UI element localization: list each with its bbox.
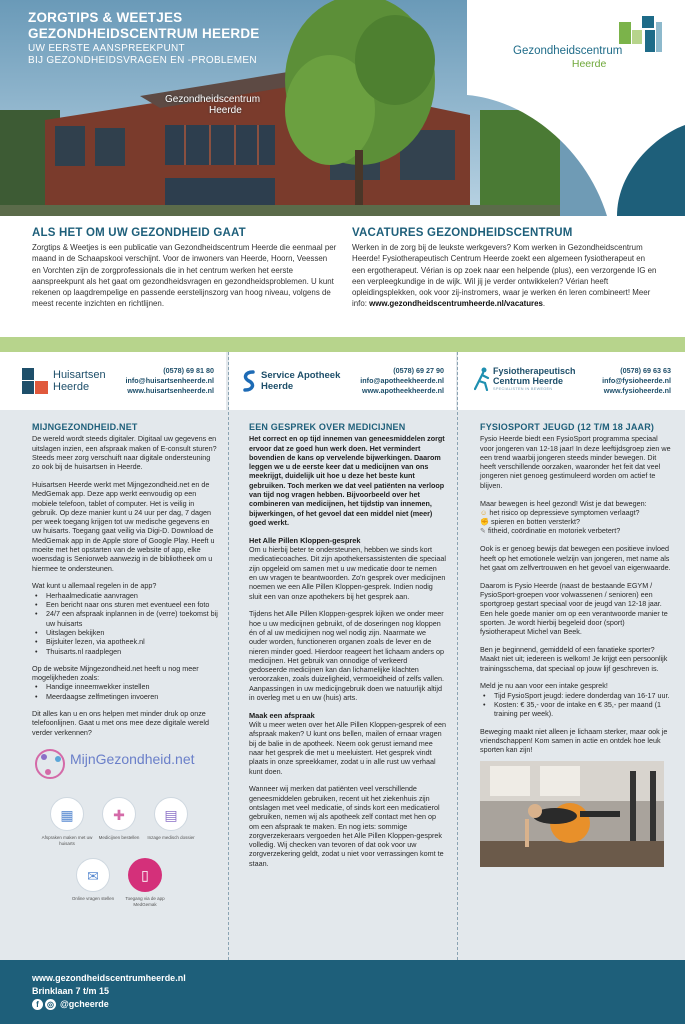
huisartsen-name-l1: Huisartsen [53, 369, 106, 381]
huisartsen-list2 [32, 682, 218, 701]
instagram-icon[interactable]: ◎ [45, 999, 56, 1010]
apotheek-logo [241, 370, 340, 392]
icon-label: Inzage medisch dossier [147, 835, 195, 841]
intro-right-text [352, 242, 657, 309]
intro-section [0, 216, 685, 336]
fysio-runner-icon [474, 367, 490, 391]
footer-website[interactable]: www.gezondheidscentrumheerde.nl [32, 973, 186, 983]
subtitle-line2: BIJ GEZONDHEIDSVRAGEN EN -PROBLEMEN [28, 54, 257, 66]
fysio-list [480, 691, 671, 719]
vacatures-text: Werken in de zorg bij de leukste werkgevers? Kom werken in Gezondheidscentrum Heerde! Fysiotherapeutisch Centrum Heerde zoekt een algemeen fysiotherapeut en een ergotherapeut. Vérian is op zoek naar een helpende (plus), een verzorgende IG en een verpleegkundige in de wijk. Wil jij je verder ontwikkelen? Vérian heeft opleidingsplekken, ook voor zij-instromers, waar je werken én leren combineert! Meer info: [352, 243, 657, 309]
list-item: • Kosten: € 35,- voor de intake en € 35,- per maand (1 training per week). [480, 700, 671, 719]
vacatures-link[interactable]: www.gezondheidscentrumheerde.nl/vacatures [369, 299, 543, 309]
building-sign-line2: Heerde [209, 105, 242, 116]
benefit-3: fitheid, coördinatie en motoriek verbetert? [488, 526, 621, 536]
apotheek-h2: Maak een afspraak [249, 710, 315, 720]
mijngezondheid-logo-text: MijnGezondheid.net [70, 751, 195, 768]
bike-icon: ✎ [480, 526, 487, 536]
apotheek-name [261, 370, 340, 392]
huisartsen-p3: Dit alles kan u en ons helpen met minder druk op onze telefoonlijnen. Gaat u met ons mee deze digitale wereld verder verkennen? [32, 709, 209, 737]
huisartsen-list1 [32, 591, 218, 656]
fysio-header [458, 352, 685, 410]
list-item [480, 517, 671, 526]
social-handle[interactable]: @gcheerde [60, 999, 109, 1009]
huisartsen-title: MIJNGEZONDHEID.NET [32, 422, 138, 432]
app-icon: ▯ [128, 858, 162, 892]
fysio-p5: Ben je beginnend, gemiddeld of een fanatieke sporter? Maakt niet uit; iedereen is welkom! Je krijgt een persoonlijk trainingsschema, dat speciaal op jouw lijf geschreven is. [480, 644, 668, 673]
huisartsen-icon [22, 368, 48, 394]
huisartsen-list1-intro: Wat kunt u allemaal regelen in de app? [32, 581, 157, 591]
muscle-icon: ✊ [480, 517, 489, 527]
apotheek-name-l1: Service Apotheek [261, 370, 341, 381]
col-apotheek [228, 352, 456, 960]
fysio-p3: Ook is er genoeg bewijs dat bewegen een positieve invloed heeft op het emotionele welzijn van jongeren, met name als het gaat om zelfvertrouwen en het gevoel van eigenwaarde. [480, 544, 671, 572]
footer-address: Brinklaan 7 t/m 15 [32, 986, 110, 996]
huisartsen-email[interactable]: info@huisartsenheerde.nl [125, 376, 214, 385]
list-item: • Bijsluiter lezen, via apotheek.nl [32, 637, 218, 646]
list-item: • Meerdaagse zelfmetingen invoeren [32, 692, 218, 701]
huisartsen-web[interactable]: www.huisartsenheerde.nl [127, 386, 214, 395]
apotheek-title: EEN GESPREK OVER MEDICIJNEN [249, 422, 406, 432]
apotheek-p2: Tijdens het Alle Pillen Kloppen-gesprek kijken we onder meer hoe u uw medicijnen gebruikt, of de doseringen nog kloppen én of al uw medicijnen nog wel nodig zijn. Naarmate we ouder worden, functioneren organen zoals de lever en de nieren minder goed. Hierdoor reageert het lichaam anders op medicijnen. Het gebruik van onnodige of verkeerd gedoseerde medicijnen kan dan lichamelijke klachten veroorzaken, zoals duizeligheid, vermoeidheid of zelfs vallen. Aanpassingen in uw medicijngebruik doen we natuurlijk altijd in overleg met u en uw (huis) arts. [249, 609, 444, 703]
huisartsen-logo [22, 368, 106, 394]
intro-left-text: Zorgtips & Weetjes is een publicatie van Gezondheidscentrum Heerde die eenmaal per maand in de Schaapskooi verschijnt. Voor de inwoners van Heerde, Hoorn, Veessen en Vorchten zijn de zorgprofessionals die in het centrum werken het eerste aanspreekpunt als het gaat om gezondheidsvragen en gezondheidsproblemen. U kunt rekenen op laagdrempelige en passende eerstelijnszorg van hoog niveau, volgens de meest recente inzichten en richtlijnen. [32, 243, 337, 309]
apotheek-phone[interactable]: (0578) 69 27 90 [393, 366, 444, 375]
intro-right [352, 228, 657, 309]
col-fysio [457, 352, 685, 960]
fysio-web[interactable]: www.fysioheerde.nl [603, 386, 671, 395]
fysio-phone[interactable]: (0578) 69 63 63 [620, 366, 671, 375]
fysio-logo [474, 366, 576, 391]
col-huisartsen [0, 352, 226, 960]
list-item: • Uitslagen bekijken [32, 628, 218, 637]
fysio-p1: Fysio Heerde biedt een FysioSport programma speciaal voor jongeren van 12-18 jaar! In deze leeftijdsgroep zien we een trend waarbij jongeren steeds minder bewegen. Dit heeft verschillende oorzaken, waaronder het feit dat veel jongeren niet genoeg gestimuleerd worden om actief te blijven. [480, 434, 671, 490]
chat-icon: ✉ [76, 858, 110, 892]
icon-label: Medicijnen bestellen [98, 835, 140, 841]
apotheek-intro: Het correct en op tijd innemen van geneesmiddelen zorgt ervoor dat ze goed hun werk doen. Het vermindert bovendien de kans op vervelende bijwerkingen. Daarom leggen we u de eerste keer dat u medicijnen van ons meekrijgt, duidelijk uit hoe u deze het beste kunt gebruiken. Toch merken we dat veel patiënten na verloop van tijd nog vragen hebben. Bijvoorbeeld over het combineren van medicijnen, het tijdstip van innemen, bijwerkingen, of het gevoel dat een middel niet (meer) goed werkt. [249, 434, 445, 527]
huisartsen-list2-intro: Op de website Mijngezondheid.net heeft u nog meer mogelijkheden zoals: [32, 663, 199, 683]
fysio-tagline: SPECIALISTEN IN BEWEGEN [493, 387, 553, 391]
fysio-benefits-intro: Maar bewegen is heel gezond! Wist je dat bewegen: [480, 498, 647, 508]
huisartsen-contact [126, 366, 214, 396]
intro-right-title: VACATURES GEZONDHEIDSCENTRUM [352, 227, 573, 239]
list-item: • Handige inneemwekker instellen [32, 682, 218, 691]
title-line1: ZORGTIPS & WEETJES [28, 10, 183, 25]
mijngezondheid-graphic [32, 745, 218, 925]
list-item: • Herhaalmedicatie aanvragen [32, 591, 218, 600]
fysio-name [493, 366, 576, 391]
intro-left [32, 228, 337, 309]
huisartsen-p2: Huisartsen Heerde werkt met Mijngezondheid.net en de MedGemak app. Deze app werkt eenvoudig op een mobiele telefoon, tablet of computer. Het is veilig in gebruik. Op deze manier kunt u 24 uur per dag, 7 dagen per week toegang krijgen tot uw medische gegevens en uw huisarts. Toegang gaat veilig via Digi-D. Download de MedGemak app in de Apple store of Google Play. Heeft u moeite met het opstarten van de website of app, elke woensdag is Seniorweb aanwezig in de bibliotheek om u hiermee te ondersteunen. [32, 479, 215, 573]
building-sign [165, 94, 260, 116]
fysio-name-l1: Fysiotherapeutisch [493, 366, 576, 376]
title-line2: GEZONDHEIDSCENTRUM HEERDE [28, 26, 260, 41]
apotheek-p3: Wilt u meer weten over het Alle Pillen Kloppen-gesprek of een afspraak maken? U kunt ons bellen, mailen of ernaar vragen bij de balie in de apotheek. Neem ook gerust iemand mee naar het gesprek die met u meeluistert. Het gesprek vindt plaats in onze spreekkamer, zodat u in alle rust uw verhaal kunt doen. [249, 720, 446, 776]
list-item: • Tijd FysioSport jeugd: iedere donderdag van 16-17 uur. [480, 691, 671, 700]
logo [513, 45, 622, 71]
footer [0, 960, 685, 1024]
apotheek-p1: Om u hierbij beter te ondersteunen, hebben we sinds kort medicatiecoaches. Dit zijn apothekersassistenten die speciaal zijn opgeleid om samen met u uw medicatie door te nemen en uw vragen te beantwoorden. Zo'n gesprek over medicijnen noemen we een Alle Pillen Kloppen-gesprek. Indien nodig sluit een van onze apothekers bij het gesprek aan. [249, 545, 446, 601]
apotheek-email[interactable]: info@apotheekheerde.nl [360, 376, 444, 385]
columns [0, 352, 685, 960]
fysio-benefits [480, 508, 671, 536]
apotheek-icon [241, 370, 257, 392]
huisartsen-p1: De wereld wordt steeds digitaler. Digitaal uw gegevens en uitslagen inzien, een afspraak maken of E-consult sturen? Steeds meer zorg verschuift naar digitale ondersteuning zo ook bij de huisartsen in Heerde. [32, 434, 217, 472]
social-links [32, 998, 109, 1011]
logo-panel [467, 0, 685, 216]
apotheek-header [229, 352, 456, 410]
hero-banner [0, 0, 685, 216]
fysio-contact [602, 366, 671, 396]
icon-label: Online vragen stellen [71, 896, 115, 902]
list-item: • 24/7 een afspraak inplannen in de (verre) toekomst bij uw huisarts [32, 609, 218, 628]
list-item [480, 508, 671, 517]
list-item: • Thuisarts.nl raadplegen [32, 647, 218, 656]
icon-label: Toegang via de app MedGemak [125, 896, 165, 907]
benefit-2: spieren en botten versterkt? [490, 517, 581, 527]
fysio-body [458, 410, 685, 960]
vacatures-end: . [542, 299, 546, 309]
benefit-1: het risico op depressieve symptomen verlaagt? [489, 507, 640, 517]
calendar-icon: ▦ [50, 797, 84, 831]
logo-name: Gezondheidscentrum [513, 45, 623, 57]
huisartsen-body [0, 410, 226, 960]
fysio-p4: Daarom is Fysio Heerde (naast de bestaande EGYM / FysioSport-groepen voor volwassenen / senioren) een sportgroep gestart speciaal voor de jeugd van 12-18 jaar. Een hele goede manier om op een verantwoorde manier te sporten. Je wordt hierbij begeleid door (sport) fysiotherapeut Michel van Beek. [480, 580, 668, 637]
facebook-icon[interactable]: f [32, 999, 43, 1010]
subtitle-line1: UW EERSTE AANSPREEKPUNT [28, 43, 185, 54]
fitness-photo [480, 761, 664, 867]
list-item [480, 526, 671, 535]
dossier-icon: ▤ [154, 797, 188, 831]
smile-icon: ☺ [480, 507, 488, 517]
building-sign-line1: Gezondheidscentrum [165, 94, 261, 105]
fysio-signup: Meld je nu aan voor een intake gesprek! [480, 681, 608, 691]
apotheek-p4: Wanneer wij merken dat patiënten veel verschillende geneesmiddelen gebruiken, recent uit het ziekenhuis zijn ontslagen met veel medicatie, of sinds kort een medicatierol gebruiken, nemen wij als apotheek zelf contact met hen op om een afspraak te maken. En nog iets: sommige zorgverzekeraars vergoeden het Alle Pillen Kloppen-gesprek volledig. Wij checken van tevoren of dat ook voor uw zorgverzekering geldt, zodat u niet voor verrassingen komt te staan. [249, 784, 444, 868]
fysio-p7: Beweging maakt niet alleen je lichaam sterker, maar ook je vriendschappen! Kom samen in actie en ontdek hoe leuk sporten kan zijn! [480, 726, 668, 755]
fysio-title: FYSIOSPORT JEUGD (12 T/M 18 JAAR) [480, 422, 655, 432]
huisartsen-phone[interactable]: (0578) 69 81 80 [163, 366, 214, 375]
logo-sub: Heerde [571, 58, 607, 70]
apotheek-h1: Het Alle Pillen Kloppen-gesprek [249, 535, 361, 545]
apotheek-name-l2: Heerde [261, 381, 294, 392]
apotheek-web[interactable]: www.apotheekheerde.nl [361, 386, 444, 395]
page-title [28, 10, 260, 66]
apotheek-contact [360, 366, 444, 396]
huisartsen-name [53, 369, 106, 393]
intro-left-title: ALS HET OM UW GEZONDHEID GAAT [32, 227, 246, 239]
fysio-email[interactable]: info@fysioheerde.nl [602, 376, 671, 385]
pill-icon: ✚ [102, 797, 136, 831]
icon-label: Afspraken maken met uw huisarts [41, 835, 93, 846]
huisartsen-header [0, 352, 226, 410]
apotheek-body [229, 410, 456, 960]
fysio-name-l2: Centrum Heerde [493, 376, 564, 386]
green-divider [0, 337, 685, 352]
huisartsen-name-l2: Heerde [53, 381, 90, 393]
list-item: • Een bericht naar ons sturen met eventueel een foto [32, 600, 218, 609]
